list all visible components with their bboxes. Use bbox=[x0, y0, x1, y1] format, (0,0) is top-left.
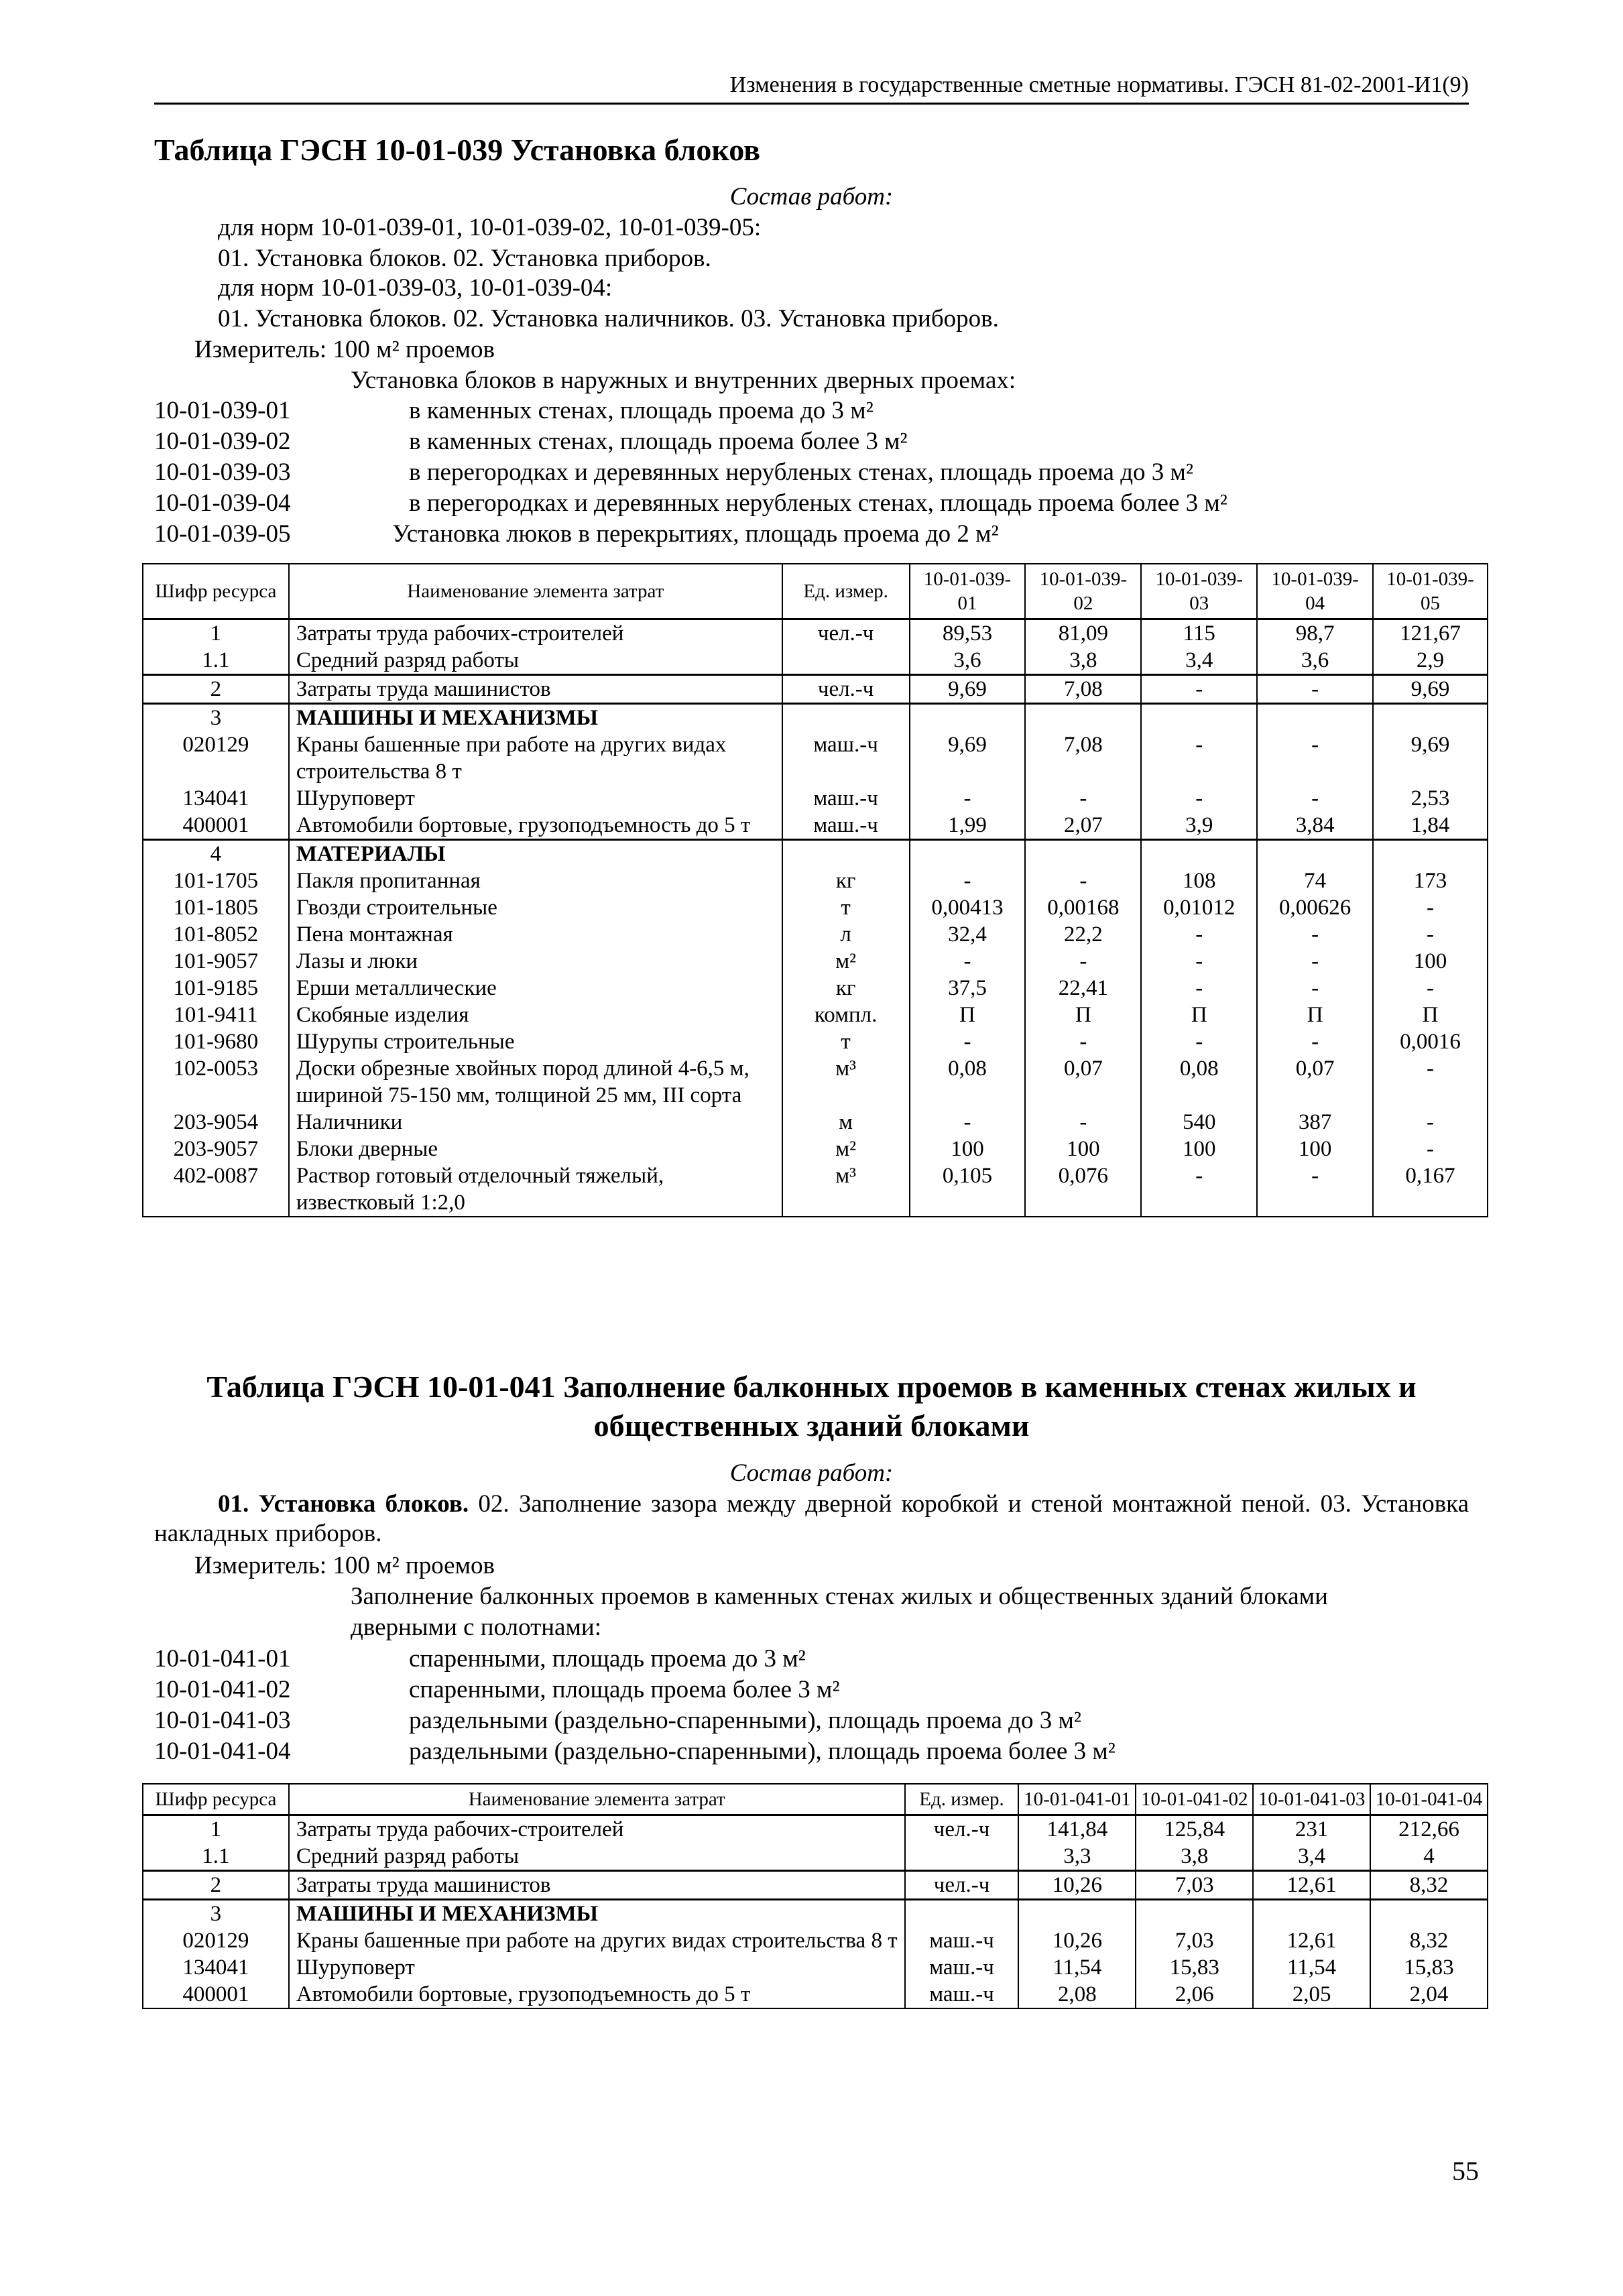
value-cell: 8,32 bbox=[1370, 1927, 1488, 1954]
table-row bbox=[143, 840, 1488, 868]
value-cell: 100 bbox=[1141, 1136, 1257, 1162]
table-row bbox=[143, 1109, 1488, 1136]
resource-code: 020129 bbox=[143, 1927, 289, 1954]
resource-code: 101-1805 bbox=[143, 894, 289, 921]
value-cell: - bbox=[1025, 867, 1141, 894]
norm-row bbox=[154, 488, 1469, 519]
norm-row bbox=[154, 519, 1469, 550]
value-cell: 0,00626 bbox=[1257, 894, 1373, 921]
value-cell: - bbox=[910, 1028, 1026, 1055]
value-cell bbox=[1257, 704, 1373, 732]
unit-cell bbox=[782, 704, 910, 732]
value-cell bbox=[1373, 840, 1488, 868]
value-cell: 7,08 bbox=[1025, 731, 1141, 785]
table-row bbox=[143, 1002, 1488, 1028]
value-cell: 2,53 bbox=[1373, 785, 1488, 812]
value-cell: 11,54 bbox=[1253, 1954, 1370, 1981]
value-cell: - bbox=[910, 867, 1026, 894]
value-cell: - bbox=[1025, 785, 1141, 812]
table-row bbox=[143, 812, 1488, 840]
value-cell: 15,83 bbox=[1136, 1954, 1253, 1981]
resource-code: 402-0087 bbox=[143, 1162, 289, 1217]
table-row bbox=[143, 975, 1488, 1002]
table1-work-line: для норм 10-01-039-01, 10-01-039-02, 10-01-039-05: bbox=[218, 214, 762, 241]
value-cell bbox=[1370, 1900, 1488, 1928]
value-cell: - bbox=[1373, 975, 1488, 1002]
value-cell: 173 bbox=[1373, 867, 1488, 894]
table1-work-line: 01. Установка блоков. 02. Установка приборов. bbox=[218, 245, 711, 272]
value-cell bbox=[1141, 840, 1257, 868]
norm-description: Установка люков в перекрытиях, площадь проема до 2 м² bbox=[392, 520, 999, 548]
table2-work-rest: 02. Заполнение зазора между дверной коробкой и стеной монтажной пеной. 03. Установка накладных приборов. bbox=[154, 1490, 1469, 1547]
norm-code: 10-01-041-01 bbox=[154, 1645, 291, 1673]
value-cell bbox=[1136, 1900, 1253, 1928]
table-row bbox=[143, 647, 1488, 675]
norm-code: 10-01-041-02 bbox=[154, 1676, 291, 1703]
value-cell: - bbox=[1373, 1109, 1488, 1136]
unit-cell: м³ bbox=[782, 1162, 910, 1217]
cost-element-name: Затраты труда рабочих-строителей bbox=[289, 1815, 905, 1844]
norm-description: в перегородках и деревянных нерубленых стенах, площадь проема более 3 м² bbox=[409, 489, 1227, 517]
cost-element-name: Наличники bbox=[289, 1109, 782, 1136]
column-header: 10-01-041-04 bbox=[1370, 1784, 1488, 1815]
resource-code: 101-1705 bbox=[143, 867, 289, 894]
norm-code: 10-01-039-04 bbox=[154, 489, 291, 517]
value-cell: 22,2 bbox=[1025, 921, 1141, 948]
unit-cell: маш.-ч bbox=[905, 1927, 1019, 1954]
value-cell: 121,67 bbox=[1373, 619, 1488, 648]
table-row bbox=[143, 1843, 1488, 1871]
value-cell: 2,04 bbox=[1370, 1981, 1488, 2008]
table-row bbox=[143, 921, 1488, 948]
unit-cell: л bbox=[782, 921, 910, 948]
value-cell: 0,076 bbox=[1025, 1162, 1141, 1217]
resource-code: 102-0053 bbox=[143, 1055, 289, 1109]
norm-code: 10-01-039-01 bbox=[154, 397, 291, 424]
value-cell: 0,00413 bbox=[910, 894, 1026, 921]
unit-cell: м² bbox=[782, 1136, 910, 1162]
value-cell: 387 bbox=[1257, 1109, 1373, 1136]
unit-cell: маш.-ч bbox=[782, 785, 910, 812]
value-cell: - bbox=[1025, 948, 1141, 975]
norm-code: 10-01-041-03 bbox=[154, 1707, 291, 1734]
norm-row bbox=[154, 1644, 1469, 1675]
value-cell: - bbox=[1373, 1136, 1488, 1162]
value-cell: 3,84 bbox=[1257, 812, 1373, 840]
value-cell bbox=[1253, 1900, 1370, 1928]
table1-work-line: для норм 10-01-039-03, 10-01-039-04: bbox=[218, 274, 613, 302]
table1-title: Таблица ГЭСН 10-01-039 Установка блоков bbox=[154, 133, 760, 167]
value-cell bbox=[1025, 840, 1141, 868]
cost-element-name: Шуруповерт bbox=[289, 785, 782, 812]
resource-code: 2 bbox=[143, 1871, 289, 1900]
resource-code: 101-8052 bbox=[143, 921, 289, 948]
norm-row bbox=[154, 426, 1469, 457]
cost-element-name: Краны башенные при работе на других видах строительства 8 т bbox=[289, 731, 782, 785]
resource-code: 1 bbox=[143, 1815, 289, 1844]
cost-element-name: МАШИНЫ И МЕХАНИЗМЫ bbox=[289, 704, 782, 732]
value-cell: 9,69 bbox=[1373, 731, 1488, 785]
table-row bbox=[143, 1136, 1488, 1162]
unit-cell bbox=[782, 647, 910, 675]
value-cell: - bbox=[1373, 894, 1488, 921]
value-cell: 0,00168 bbox=[1025, 894, 1141, 921]
resource-code: 101-9411 bbox=[143, 1002, 289, 1028]
table1-work-line: 01. Установка блоков. 02. Установка наличников. 03. Установка приборов. bbox=[218, 305, 999, 333]
value-cell: 0,0016 bbox=[1373, 1028, 1488, 1055]
value-cell bbox=[1257, 840, 1373, 868]
table-row bbox=[143, 785, 1488, 812]
unit-cell: м² bbox=[782, 948, 910, 975]
value-cell: 81,09 bbox=[1025, 619, 1141, 648]
column-header: Наименование элемента затрат bbox=[289, 1784, 905, 1815]
resource-code: 400001 bbox=[143, 812, 289, 840]
value-cell: 1,99 bbox=[910, 812, 1026, 840]
unit-cell: маш.-ч bbox=[782, 731, 910, 785]
table2-title-line-1: Таблица ГЭСН 10-01-041 Заполнение балконных проемов в каменных стенах жилых и bbox=[206, 1370, 1417, 1404]
value-cell: 89,53 bbox=[910, 619, 1026, 648]
cost-element-name: Краны башенные при работе на других видах строительства 8 т bbox=[289, 1927, 905, 1954]
value-cell: - bbox=[1257, 948, 1373, 975]
table-row bbox=[143, 1981, 1488, 2008]
resource-code: 020129 bbox=[143, 731, 289, 785]
value-cell: 2,07 bbox=[1025, 812, 1141, 840]
value-cell: 0,07 bbox=[1257, 1055, 1373, 1109]
unit-cell: маш.-ч bbox=[905, 1954, 1019, 1981]
unit-cell: маш.-ч bbox=[782, 812, 910, 840]
value-cell: 98,7 bbox=[1257, 619, 1373, 648]
value-cell: 0,08 bbox=[1141, 1055, 1257, 1109]
resource-code: 1 bbox=[143, 619, 289, 648]
value-cell: 2,06 bbox=[1136, 1981, 1253, 2008]
norm-code: 10-01-039-03 bbox=[154, 459, 291, 486]
value-cell: 3,4 bbox=[1141, 647, 1257, 675]
norm-description: в каменных стенах, площадь проема до 3 м² bbox=[409, 397, 874, 424]
value-cell: 7,08 bbox=[1025, 675, 1141, 704]
value-cell: 3,6 bbox=[1257, 647, 1373, 675]
cost-element-name: МАШИНЫ И МЕХАНИЗМЫ bbox=[289, 1900, 905, 1928]
value-cell: 22,41 bbox=[1025, 975, 1141, 1002]
table2-sostav-label: Состав работ: bbox=[729, 1459, 894, 1487]
resource-code: 2 bbox=[143, 675, 289, 704]
resource-table-2 bbox=[142, 1783, 1488, 2009]
value-cell: 7,03 bbox=[1136, 1871, 1253, 1900]
unit-cell bbox=[905, 1900, 1019, 1928]
column-header: Шифр ресурса bbox=[143, 1784, 289, 1815]
unit-cell: маш.-ч bbox=[905, 1981, 1019, 2008]
norm-code: 10-01-039-02 bbox=[154, 428, 291, 455]
table-row bbox=[143, 619, 1488, 648]
unit-cell: м bbox=[782, 1109, 910, 1136]
table-row bbox=[143, 948, 1488, 975]
table1-meter: Измеритель: 100 м² проемов bbox=[194, 336, 495, 363]
table2-group-title: дверными с полотнами: bbox=[351, 1614, 601, 1641]
value-cell: П bbox=[1373, 1002, 1488, 1028]
unit-cell bbox=[782, 840, 910, 868]
column-header: Шифр ресурса bbox=[143, 564, 289, 619]
column-header: Наименование элемента затрат bbox=[289, 564, 782, 619]
value-cell: 125,84 bbox=[1136, 1815, 1253, 1844]
resource-code: 203-9057 bbox=[143, 1136, 289, 1162]
cost-element-name: Доски обрезные хвойных пород длиной 4-6,5 м, шириной 75-150 мм, толщиной 25 мм, III сорта bbox=[289, 1055, 782, 1109]
value-cell: П bbox=[910, 1002, 1026, 1028]
cost-element-name: Блоки дверные bbox=[289, 1136, 782, 1162]
page-number: 55 bbox=[1452, 2156, 1479, 2186]
value-cell: 0,167 bbox=[1373, 1162, 1488, 1217]
value-cell: 3,8 bbox=[1025, 647, 1141, 675]
column-header: 10-01-041-01 bbox=[1018, 1784, 1136, 1815]
table2-title-line-2: общественных зданий блоками bbox=[593, 1408, 1030, 1443]
value-cell: 4 bbox=[1370, 1843, 1488, 1871]
table-row bbox=[143, 704, 1488, 732]
value-cell: - bbox=[1257, 785, 1373, 812]
norm-row bbox=[154, 1736, 1469, 1767]
cost-element-name: Автомобили бортовые, грузоподъемность до 5 т bbox=[289, 1981, 905, 2008]
value-cell: 15,83 bbox=[1370, 1954, 1488, 1981]
norm-code: 10-01-039-05 bbox=[154, 520, 291, 548]
table-row bbox=[143, 1900, 1488, 1928]
value-cell: 2,9 bbox=[1373, 647, 1488, 675]
value-cell: - bbox=[1141, 731, 1257, 785]
value-cell: 141,84 bbox=[1018, 1815, 1136, 1844]
value-cell bbox=[910, 704, 1026, 732]
value-cell: - bbox=[1257, 1028, 1373, 1055]
value-cell: 1,84 bbox=[1373, 812, 1488, 840]
unit-cell: кг bbox=[782, 867, 910, 894]
norm-row bbox=[154, 1705, 1469, 1736]
unit-cell: кг bbox=[782, 975, 910, 1002]
resource-code: 3 bbox=[143, 1900, 289, 1928]
value-cell: 9,69 bbox=[910, 675, 1026, 704]
cost-element-name: МАТЕРИАЛЫ bbox=[289, 840, 782, 868]
value-cell: 115 bbox=[1141, 619, 1257, 648]
resource-code: 4 bbox=[143, 840, 289, 868]
cost-element-name: Затраты труда машинистов bbox=[289, 675, 782, 704]
unit-cell: м³ bbox=[782, 1055, 910, 1109]
value-cell: 0,105 bbox=[910, 1162, 1026, 1217]
value-cell: 231 bbox=[1253, 1815, 1370, 1844]
value-cell: 108 bbox=[1141, 867, 1257, 894]
unit-cell: чел.-ч bbox=[782, 619, 910, 648]
value-cell: - bbox=[1141, 921, 1257, 948]
value-cell: - bbox=[1257, 675, 1373, 704]
resource-code: 101-9185 bbox=[143, 975, 289, 1002]
value-cell: - bbox=[1141, 1162, 1257, 1217]
column-header: Ед. измер. bbox=[782, 564, 910, 619]
cost-element-name: Шуруповерт bbox=[289, 1954, 905, 1981]
value-cell: - bbox=[910, 785, 1026, 812]
column-header: 10-01-041-03 bbox=[1253, 1784, 1370, 1815]
cost-element-name: Ерши металлические bbox=[289, 975, 782, 1002]
value-cell: - bbox=[1141, 1028, 1257, 1055]
norm-row bbox=[154, 396, 1469, 426]
value-cell bbox=[1025, 704, 1141, 732]
table-row bbox=[143, 1815, 1488, 1844]
value-cell: - bbox=[910, 1109, 1026, 1136]
column-header: 10-01-039-02 bbox=[1025, 564, 1141, 619]
unit-cell: т bbox=[782, 1028, 910, 1055]
value-cell: 540 bbox=[1141, 1109, 1257, 1136]
value-cell: 8,32 bbox=[1370, 1871, 1488, 1900]
resource-code: 203-9054 bbox=[143, 1109, 289, 1136]
value-cell: - bbox=[1025, 1109, 1141, 1136]
norm-description: раздельными (раздельно-спаренными), площадь проема до 3 м² bbox=[409, 1707, 1082, 1734]
resource-code: 1.1 bbox=[143, 1843, 289, 1871]
unit-cell: чел.-ч bbox=[905, 1871, 1019, 1900]
norm-description: раздельными (раздельно-спаренными), площадь проема более 3 м² bbox=[409, 1738, 1116, 1765]
norm-row bbox=[154, 1675, 1469, 1705]
table2-work-bold: 01. Установка блоков. bbox=[218, 1490, 469, 1518]
unit-cell: чел.-ч bbox=[905, 1815, 1019, 1844]
value-cell: 100 bbox=[1257, 1136, 1373, 1162]
value-cell: 100 bbox=[1373, 948, 1488, 975]
column-header: 10-01-039-01 bbox=[910, 564, 1026, 619]
value-cell: 0,08 bbox=[910, 1055, 1026, 1109]
resource-code: 134041 bbox=[143, 1954, 289, 1981]
column-header: 10-01-039-03 bbox=[1141, 564, 1257, 619]
value-cell: П bbox=[1257, 1002, 1373, 1028]
value-cell: - bbox=[1373, 1055, 1488, 1109]
value-cell: 3,6 bbox=[910, 647, 1026, 675]
value-cell: 32,4 bbox=[910, 921, 1026, 948]
unit-cell: компл. bbox=[782, 1002, 910, 1028]
value-cell: 11,54 bbox=[1018, 1954, 1136, 1981]
value-cell: П bbox=[1025, 1002, 1141, 1028]
value-cell: 10,26 bbox=[1018, 1871, 1136, 1900]
table-row bbox=[143, 867, 1488, 894]
value-cell: 100 bbox=[1025, 1136, 1141, 1162]
value-cell: - bbox=[1141, 785, 1257, 812]
table-row bbox=[143, 1871, 1488, 1900]
value-cell: - bbox=[1141, 948, 1257, 975]
value-cell: - bbox=[1141, 675, 1257, 704]
cost-element-name: Лазы и люки bbox=[289, 948, 782, 975]
resource-code: 3 bbox=[143, 704, 289, 732]
cost-element-name: Средний разряд работы bbox=[289, 647, 782, 675]
norm-description: в каменных стенах, площадь проема более 3 м² bbox=[409, 428, 908, 455]
value-cell: 2,05 bbox=[1253, 1981, 1370, 2008]
table2-work-paragraph bbox=[154, 1490, 1469, 1549]
cost-element-name: Раствор готовый отделочный тяжелый, известковый 1:2,0 bbox=[289, 1162, 782, 1217]
cost-element-name: Гвозди строительные bbox=[289, 894, 782, 921]
value-cell: - bbox=[910, 948, 1026, 975]
resource-code: 101-9680 bbox=[143, 1028, 289, 1055]
table-row bbox=[143, 1927, 1488, 1954]
value-cell: 212,66 bbox=[1370, 1815, 1488, 1844]
norm-description: спаренными, площадь проема до 3 м² bbox=[409, 1645, 806, 1673]
value-cell: - bbox=[1141, 975, 1257, 1002]
value-cell: - bbox=[1025, 1028, 1141, 1055]
table2-meter: Измеритель: 100 м² проемов bbox=[194, 1552, 495, 1579]
cost-element-name: Скобяные изделия bbox=[289, 1002, 782, 1028]
table-row bbox=[143, 1162, 1488, 1217]
value-cell: 3,8 bbox=[1136, 1843, 1253, 1871]
resource-code: 400001 bbox=[143, 1981, 289, 2008]
unit-cell: т bbox=[782, 894, 910, 921]
value-cell: П bbox=[1141, 1002, 1257, 1028]
norm-code: 10-01-041-04 bbox=[154, 1738, 291, 1765]
table2-group-title: Заполнение балконных проемов в каменных стенах жилых и общественных зданий блоками bbox=[351, 1583, 1328, 1610]
norm-description: спаренными, площадь проема более 3 м² bbox=[409, 1676, 840, 1703]
cost-element-name: Средний разряд работы bbox=[289, 1843, 905, 1871]
value-cell: 37,5 bbox=[910, 975, 1026, 1002]
value-cell bbox=[1018, 1900, 1136, 1928]
value-cell: 2,08 bbox=[1018, 1981, 1136, 2008]
cost-element-name: Автомобили бортовые, грузоподъемность до 5 т bbox=[289, 812, 782, 840]
norm-description: в перегородках и деревянных нерубленых стенах, площадь проема до 3 м² bbox=[409, 459, 1194, 486]
value-cell: 10,26 bbox=[1018, 1927, 1136, 1954]
value-cell: - bbox=[1257, 1162, 1373, 1217]
value-cell: 9,69 bbox=[1373, 675, 1488, 704]
value-cell: 0,01012 bbox=[1141, 894, 1257, 921]
table-row bbox=[143, 1055, 1488, 1109]
value-cell: 3,3 bbox=[1018, 1843, 1136, 1871]
value-cell: - bbox=[1373, 921, 1488, 948]
norm-row bbox=[154, 457, 1469, 488]
table-row bbox=[143, 675, 1488, 704]
unit-cell: чел.-ч bbox=[782, 675, 910, 704]
cost-element-name: Пакля пропитанная bbox=[289, 867, 782, 894]
resource-table-1 bbox=[142, 563, 1488, 1217]
cost-element-name: Шурупы строительные bbox=[289, 1028, 782, 1055]
value-cell: - bbox=[1257, 921, 1373, 948]
resource-code: 134041 bbox=[143, 785, 289, 812]
column-header: 10-01-039-04 bbox=[1257, 564, 1373, 619]
unit-cell bbox=[905, 1843, 1019, 1871]
table-row bbox=[143, 1028, 1488, 1055]
value-cell: 9,69 bbox=[910, 731, 1026, 785]
running-header: Изменения в государственные сметные нормативы. ГЭСН 81-02-2001-И1(9) bbox=[154, 70, 1469, 105]
resource-code: 1.1 bbox=[143, 647, 289, 675]
table1-sostav-label: Состав работ: bbox=[729, 183, 894, 210]
value-cell: 12,61 bbox=[1253, 1927, 1370, 1954]
resource-code: 101-9057 bbox=[143, 948, 289, 975]
value-cell bbox=[910, 840, 1026, 868]
value-cell bbox=[1373, 704, 1488, 732]
value-cell: 12,61 bbox=[1253, 1871, 1370, 1900]
value-cell: - bbox=[1257, 731, 1373, 785]
column-header: 10-01-039-05 bbox=[1373, 564, 1488, 619]
table-row bbox=[143, 731, 1488, 785]
value-cell: - bbox=[1257, 975, 1373, 1002]
value-cell: 100 bbox=[910, 1136, 1026, 1162]
value-cell: 74 bbox=[1257, 867, 1373, 894]
cost-element-name: Пена монтажная bbox=[289, 921, 782, 948]
table-row bbox=[143, 1954, 1488, 1981]
column-header: Ед. измер. bbox=[905, 1784, 1019, 1815]
value-cell: 0,07 bbox=[1025, 1055, 1141, 1109]
table-row bbox=[143, 894, 1488, 921]
cost-element-name: Затраты труда машинистов bbox=[289, 1871, 905, 1900]
cost-element-name: Затраты труда рабочих-строителей bbox=[289, 619, 782, 648]
value-cell: 7,03 bbox=[1136, 1927, 1253, 1954]
value-cell: 3,9 bbox=[1141, 812, 1257, 840]
value-cell: 3,4 bbox=[1253, 1843, 1370, 1871]
table1-group-title: Установка блоков в наружных и внутренних дверных проемах: bbox=[351, 367, 1016, 394]
column-header: 10-01-041-02 bbox=[1136, 1784, 1253, 1815]
value-cell bbox=[1141, 704, 1257, 732]
